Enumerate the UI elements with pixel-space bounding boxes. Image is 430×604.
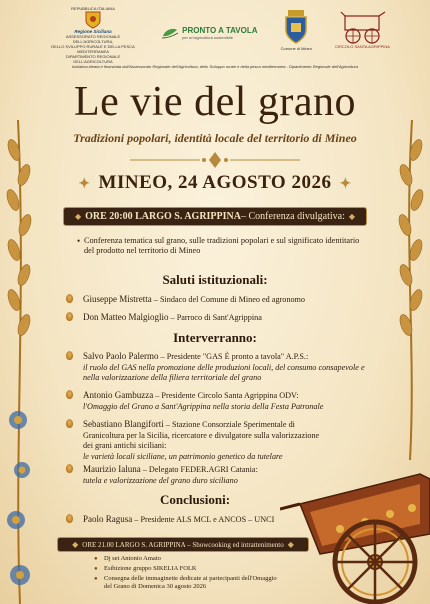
ribbon-diamond-left-icon: ◆ [74, 212, 82, 221]
saluti-item [70, 312, 375, 324]
speaker-role: – Sindaco del Comune di Mineo ed agronomo [151, 295, 306, 304]
wheat-bullet-icon [66, 351, 73, 360]
wheat-bullet-icon [66, 312, 73, 321]
event-title: Le vie del grano [73, 79, 357, 125]
evening-program-list [94, 555, 280, 593]
pronto-sub: per un'agricoltura sostenibile [182, 35, 233, 40]
conference-description: • Conferenza tematica sul grano, sulle tradizioni popolari e sul significato identitario del prodotto nel territorio di Mineo [84, 236, 360, 256]
speaker-role: – Stazione Consorziale Sperimentale di Granicoltura per la Sicilia, ricercatore e divulgatore sulla valorizzazione dei grani antichi siciliani: [83, 420, 320, 450]
circolo-name: CIRCOLO SANTA AGRIPPINA [335, 44, 390, 49]
event-subtitle: Tradizioni popolari, identità locale del territorio di Mineo [73, 131, 357, 145]
comune-name: Comune di Mineo [280, 46, 313, 51]
speaker-name: Antonio Gambuzza [83, 390, 154, 400]
ribbon-diamond-left-icon: ◆ [72, 540, 79, 549]
ribbon-diamond-right-icon: ◆ [348, 212, 356, 221]
wheat-bullet-icon [66, 514, 73, 523]
speaker-topic: le varietà locali siciliane, un patrimonio genetico da tutelare [83, 451, 283, 461]
circolo-cart-icon [339, 10, 387, 44]
regione-header: REPUBBLICA ITALIANA [71, 6, 115, 11]
speaker-role: – Presidente ALS MCL e ANCOS – UNCI [132, 515, 275, 524]
saluti-item [70, 294, 375, 306]
comune-crest-icon [283, 10, 309, 46]
speaker-item [70, 464, 300, 486]
showcooking-label: ORE 21.00 LARGO S. AGRIPPINA – Showcooking ed intrattenimento [82, 540, 284, 549]
ribbon-diamond-right-icon: ◆ [287, 540, 294, 549]
speaker-name: Salvo Paolo Palermo [83, 351, 159, 361]
speaker-role: – Delegato FEDER.AGRI Catania: [140, 465, 258, 474]
regione-line-3: DIPARTIMENTO REGIONALE DELL'AGRICOLTURA [65, 54, 121, 64]
pronto-logo [161, 26, 257, 40]
regione-line-2: DELLO SVILUPPO RURALE E DELLA PESCA MEDITERRANEA [51, 44, 135, 54]
speaker-item [70, 351, 375, 384]
interverranno-heading [0, 330, 430, 346]
speaker-name: Sebastiano Blangiforti [83, 419, 164, 429]
showcooking-ribbon [58, 538, 308, 551]
conference-time: ORE 20:00 LARGO S. AGRIPPINA [85, 211, 241, 222]
speaker-name: Maurizio Ialuna [83, 464, 141, 474]
speaker-item [70, 390, 375, 412]
speaker-role: – Presidente Circolo Santa Agrippina ODV: [153, 391, 299, 400]
regione-logo [48, 6, 138, 64]
logo-row [48, 6, 390, 64]
speaker-role: – Presidente "GAS È pronto a tavola" A.P.S.: [158, 352, 309, 361]
divider-ornament [120, 150, 310, 170]
wheat-bullet-icon [66, 419, 73, 428]
event-date-row [0, 172, 430, 194]
pronto-leaf-icon [161, 26, 179, 40]
speaker-topic: tutela e valorizzazione del grano duro siciliano [83, 475, 238, 485]
list-item: ● Dj set Antonio Amato [94, 555, 280, 563]
date-ornament-right-icon: ✦ [339, 177, 352, 192]
pronto-name: PRONTO A TAVOLA [182, 26, 258, 35]
date-ornament-left-icon: ✦ [78, 177, 91, 192]
circolo-logo [335, 10, 390, 49]
saluti-heading [0, 272, 430, 288]
comune-logo [281, 10, 312, 51]
sicilian-cart-illustration [280, 434, 430, 604]
list-item: ● Esibizione gruppo SIKELIA FOLK [94, 565, 280, 573]
speaker-name: Giuseppe Mistretta [83, 294, 152, 304]
saluti-title: Saluti istituzionali: [162, 272, 268, 287]
conclusioni-title: Conclusioni: [159, 492, 231, 507]
speaker-role: – Parroco di Sant'Agrippina [168, 313, 262, 322]
regione-name: Regione Siciliana [74, 29, 112, 34]
conference-label: – Conferenza divulgativa: [241, 211, 345, 222]
speaker-name: Paolo Ragusa [83, 514, 133, 524]
regione-line-1: ASSESSORATO REGIONALE DELL'AGRICOLTURA, [65, 34, 121, 44]
wheat-bullet-icon [66, 294, 73, 303]
interverranno-title: Interverranno: [173, 330, 257, 345]
speaker-name: Don Matteo Malgioglio [83, 312, 169, 322]
regione-emblem-icon [85, 11, 101, 29]
speaker-topic: l'Omaggio del Grano a Sant'Agrippina nella storia della Festa Patronale [83, 401, 324, 411]
event-date: MINEO, 24 AGOSTO 2026 [98, 172, 332, 193]
wheat-bullet-icon [66, 390, 73, 399]
conclusioni-item [70, 514, 290, 526]
wheat-bullet-icon [66, 464, 73, 473]
funding-note: Iniziativa ideata e finanziata dall'Assessorato Regionale dell'Agricoltura, dello Sviluppo rurale e della pesca mediterranea - Dipartimento Regionale dell'Agricoltura [71, 64, 358, 69]
speaker-topic: il ruolo del GAS nella promozione delle produzioni locali, del consumo consapevole e nella valorizzazione della filiera territoriale del grano [83, 362, 365, 382]
conference-ribbon [64, 208, 366, 225]
list-item: ● Consegna delle immaginette dedicate ai partecipanti dell'Omaggio del Grano di Domenica 30 agosto 2026 [94, 575, 280, 591]
